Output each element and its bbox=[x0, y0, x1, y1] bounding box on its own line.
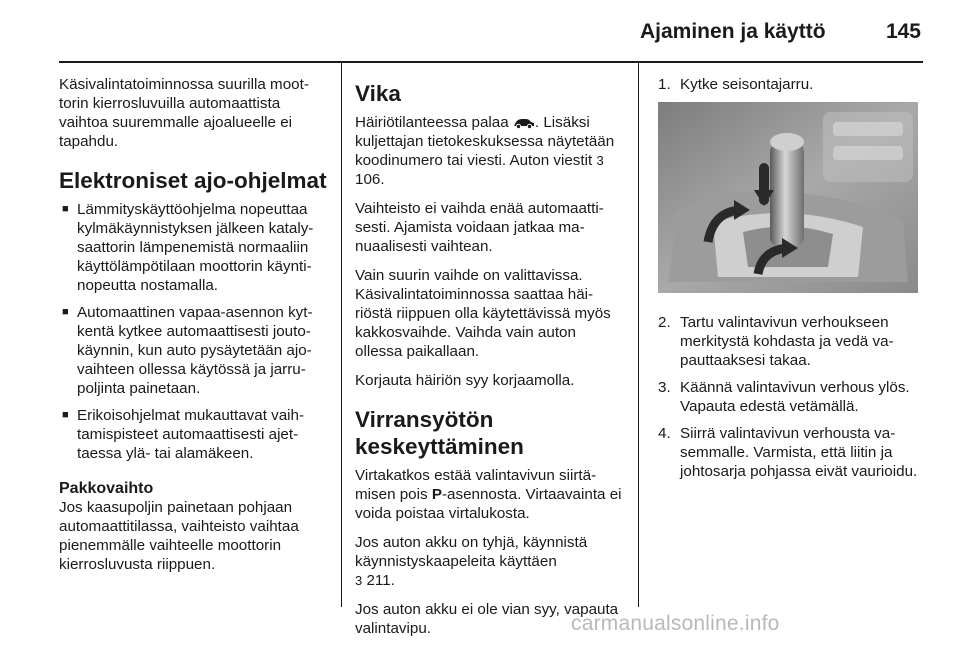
fault-paragraph-2: Vaihteisto ei vaihda enää automaattisesti. Ajamista voidaan jatkaa manuaalisesti vaihtean. bbox=[355, 200, 604, 255]
step-number: 2. bbox=[658, 314, 671, 331]
running-header-title: Ajaminen ja käyttö bbox=[640, 20, 826, 43]
list-item: ■ Automaattinen vapaa-asennon kytkentä kytkee automaattisesti joutokäynnin, kun auto pysäytetään ajovaihteen ollessa käytössä ja jarrupoljinta painetaan. bbox=[59, 303, 329, 398]
column-1 bbox=[59, 75, 329, 584]
jump-start-text: Jos auton akku on tyhjä, käynnistä käynnistyskaapeleita käyttäen bbox=[355, 534, 588, 570]
step-number: 3. bbox=[658, 379, 671, 396]
power-text-start: Virtakatkos estää valintavivun siirtämisen pois bbox=[355, 467, 597, 503]
release-steps-list-continued bbox=[658, 313, 928, 481]
list-item: ■ Lämmityskäyttöohjelma nopeuttaa kylmäkäynnistyksen jälkeen katalysaattorin lämpenemistä normaaliin käyttölämpötilaan moottorin käyntinopeutta nostamalla. bbox=[59, 200, 329, 295]
release-steps-list bbox=[658, 75, 928, 94]
page-reference-icon: 3 bbox=[355, 573, 363, 588]
fault-text-end: . Lisäksi kuljettajan tietokeskuksessa näytetään koodinumero tai viesti. Auton viestit bbox=[355, 114, 615, 169]
section-title-electronic-programs: Elektroniset ajo-ohjelmat bbox=[59, 168, 327, 193]
program-bullet-list bbox=[59, 200, 329, 463]
section-title-power-interruption: Virransyötön keskeyttäminen bbox=[355, 407, 524, 459]
step-text: Kytke seisontajarru. bbox=[680, 76, 814, 93]
page-reference-icon: 3 bbox=[596, 153, 604, 168]
power-text-end: -asennosta. Virtaavainta ei voida poistaa virtalukosta. bbox=[355, 486, 622, 522]
list-item bbox=[658, 378, 928, 416]
column-3 bbox=[658, 75, 928, 489]
page-reference: 106. bbox=[355, 171, 385, 188]
section-title-fault: Vika bbox=[355, 81, 401, 106]
step-number: 4. bbox=[658, 425, 671, 442]
column-divider bbox=[341, 62, 342, 607]
power-paragraph-3: Jos auton akku ei ole vian syy, vapauta valintavipu. bbox=[355, 601, 619, 637]
gearbox-warning-car-icon bbox=[513, 117, 535, 129]
step-number: 1. bbox=[658, 76, 671, 93]
power-paragraph-1 bbox=[355, 466, 623, 523]
page-number: 145 bbox=[885, 20, 921, 43]
kickdown-paragraph: Jos kaasupoljin painetaan pohjaan automaattitilassa, vaihteisto vaihtaa pienemmälle vaihteelle moottorin kierrosluvusta riippuen. bbox=[59, 499, 299, 573]
power-paragraph-2 bbox=[355, 533, 623, 590]
fault-paragraph-1 bbox=[355, 113, 623, 189]
intro-paragraph: Käsivalintatoiminnossa suurilla moottorin kierrosluvuilla automaattista vaihtoa suuremmalle ajoalueelle ei tapahdu. bbox=[59, 76, 309, 150]
column-divider bbox=[638, 62, 639, 607]
step-text: Siirrä valintavivun verhousta vasemmalle. Varmista, että liitin ja johtosarja pohjassa eivät vaurioidu. bbox=[680, 425, 918, 480]
header-rule bbox=[59, 61, 923, 63]
column-2 bbox=[355, 75, 623, 648]
list-item bbox=[658, 424, 928, 481]
list-item bbox=[658, 313, 928, 370]
step-text: Tartu valintavivun verhoukseen merkitystä kohdasta ja vedä vapauttaaksesi takaa. bbox=[680, 314, 894, 369]
fault-text-start: Häiriötilanteessa palaa bbox=[355, 114, 509, 131]
list-item: ■ Erikoisohjelmat mukauttavat vaihtamispisteet automaattisesti ajettaessa ylä- tai alamäkeen. bbox=[59, 406, 329, 463]
step-text: Käännä valintavivun verhous ylös. Vapauta edestä vetämällä. bbox=[680, 379, 910, 415]
page-reference: 211. bbox=[366, 572, 395, 589]
list-item bbox=[658, 75, 928, 94]
fault-paragraph-3: Vain suurin vaihde on valittavissa. Käsivalintatoiminnossa saattaa häiriöstä riippuen olla käytettävissä myös kakkosvaihde. Vaihda vain auton ollessa paikallaan. bbox=[355, 267, 611, 360]
subsection-title-kickdown: Pakkovaihto bbox=[59, 480, 154, 497]
watermark-link[interactable]: carmanualsonline.info bbox=[571, 612, 780, 635]
fault-paragraph-4: Korjauta häiriön syy korjaamolla. bbox=[355, 372, 575, 389]
gear-selector-illustration bbox=[658, 102, 918, 293]
park-position-label: P bbox=[431, 486, 442, 503]
